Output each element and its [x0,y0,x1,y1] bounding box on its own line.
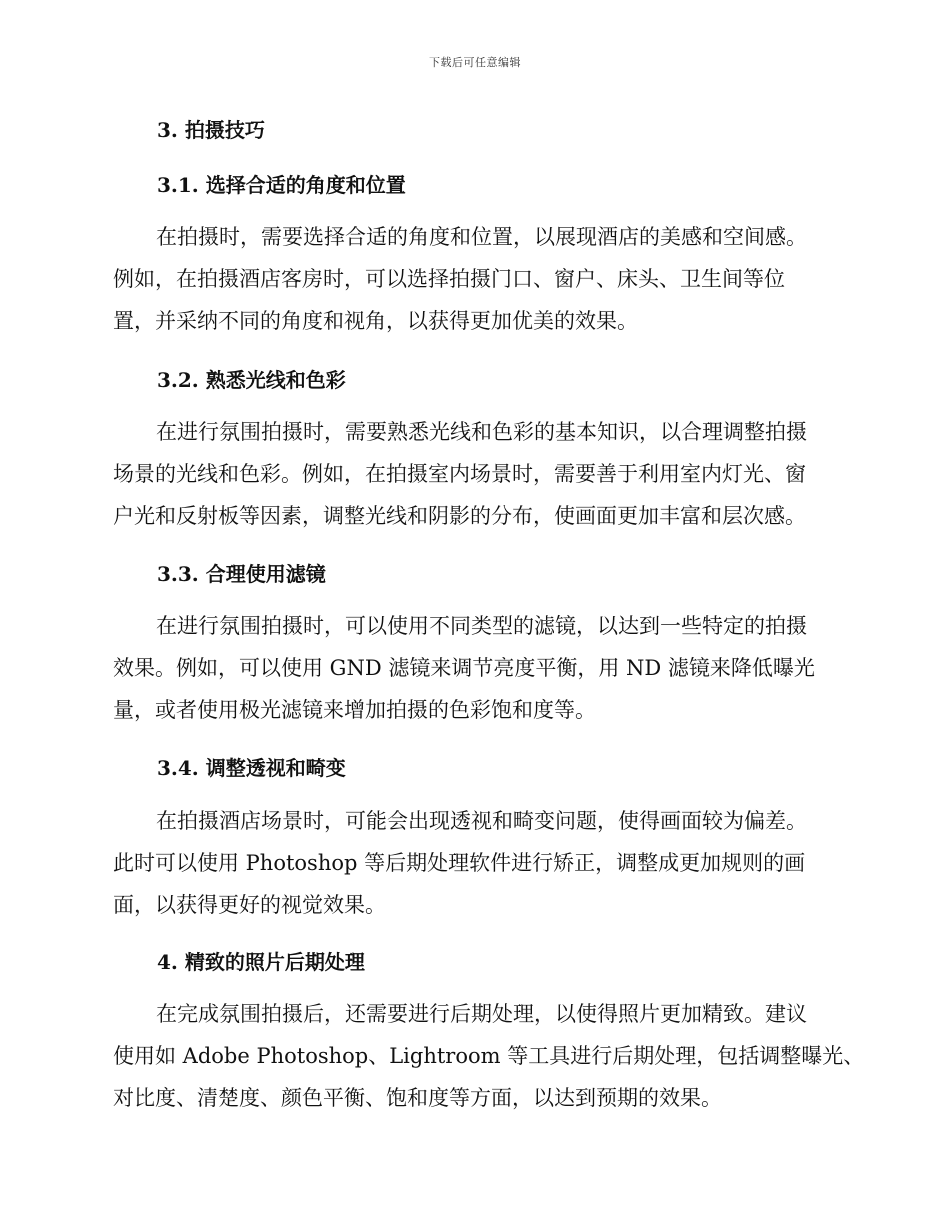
paragraph-line: 户光和反射板等因素，调整光线和阴影的分布，使画面更加丰富和层次感。 [113,504,806,528]
paragraph-3-1 [113,216,833,342]
section-heading-3-4: 3.4. 调整透视和畸变 [157,756,346,780]
paragraph-3-3 [113,605,833,731]
paragraph-line: 使用如 Adobe Photoshop、Lightroom 等工具进行后期处理，包括调整曝光、 [113,1044,865,1068]
paragraph-3-4 [113,800,833,926]
paragraph-line: 量，或者使用极光滤镜来增加拍摄的色彩饱和度等。 [113,698,596,722]
paragraph-line: 效果。例如，可以使用 GND 滤镜来调节亮度平衡，用 ND 滤镜来降低曝光 [113,656,815,680]
paragraph-line: 场景的光线和色彩。例如，在拍摄室内场景时，需要善于利用室内灯光、窗 [113,462,806,486]
paragraph-line: 在进行氛围拍摄时，可以使用不同类型的滤镜，以达到一些特定的拍摄 [156,614,807,638]
paragraph-line: 例如，在拍摄酒店客房时，可以选择拍摄门口、窗户、床头、卫生间等位 [113,267,785,291]
section-heading-3: 3. 拍摄技巧 [157,118,265,142]
paragraph-line: 此时可以使用 Photoshop 等后期处理软件进行矫正，调整成更加规则的画 [113,851,806,875]
section-heading-3-2: 3.2. 熟悉光线和色彩 [157,368,346,392]
section-heading-3-1: 3.1. 选择合适的角度和位置 [157,173,406,197]
paragraph-line: 对比度、清楚度、颜色平衡、饱和度等方面，以达到预期的效果。 [113,1086,722,1110]
paragraph-line: 在拍摄时，需要选择合适的角度和位置，以展现酒店的美感和空间感。 [156,225,807,249]
paragraph-line: 在完成氛围拍摄后，还需要进行后期处理，以使得照片更加精致。建议 [156,1002,807,1026]
section-heading-4: 4. 精致的照片后期处理 [157,950,365,974]
paragraph-line: 置，并采纳不同的角度和视角，以获得更加优美的效果。 [113,309,638,333]
section-heading-3-3: 3.3. 合理使用滤镜 [157,562,326,586]
paragraph-line: 在进行氛围拍摄时，需要熟悉光线和色彩的基本知识，以合理调整拍摄 [156,420,807,444]
paragraph-4 [113,993,865,1119]
paragraph-3-2 [113,411,833,537]
paragraph-line: 面，以获得更好的视觉效果。 [113,893,386,917]
page-header: 下载后可任意编辑 [429,56,521,69]
paragraph-line: 在拍摄酒店场景时，可能会出现透视和畸变问题，使得画面较为偏差。 [156,809,807,833]
